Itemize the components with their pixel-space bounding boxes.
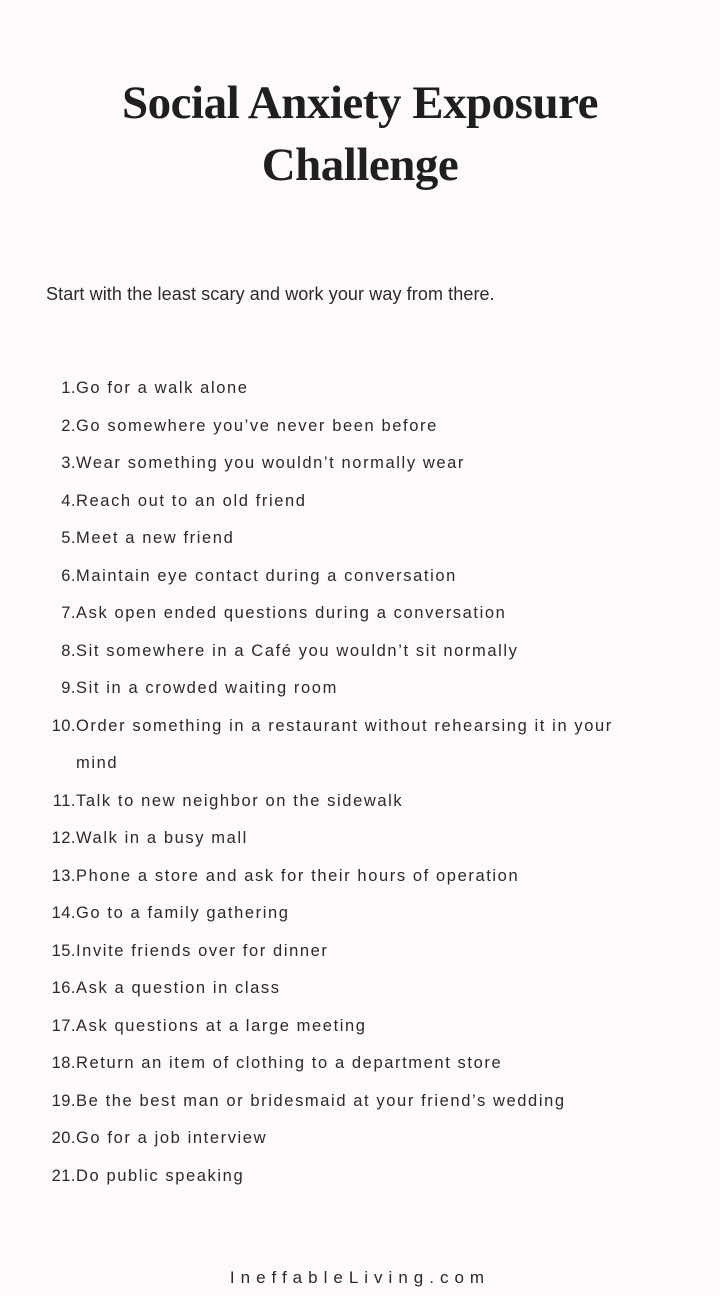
list-item: [0, 520, 720, 558]
item-number: 9.: [61, 679, 76, 697]
item-text: Be the best man or bridesmaid at your friend’s wedding: [76, 1091, 566, 1110]
item-number: 16.: [51, 979, 76, 997]
item-number: 5.: [61, 529, 76, 547]
footer-website: IneffableLiving.com: [229, 1268, 491, 1287]
item-number: 14.: [51, 904, 76, 922]
item-number: 11.: [52, 791, 76, 810]
item-number: 21.: [51, 1166, 76, 1185]
list-item: [0, 783, 720, 821]
item-text: Return an item of clothing to a department store: [76, 1054, 503, 1072]
list-item: [0, 595, 720, 633]
item-number: 7.: [61, 604, 76, 622]
item-number: 2.: [61, 416, 76, 435]
item-number: 17.: [51, 1016, 76, 1035]
list-item: [0, 445, 720, 483]
list-item: [0, 820, 720, 858]
item-number: 10.: [51, 716, 76, 735]
item-text: Go somewhere you’ve never been before: [76, 416, 438, 435]
item-text: Go for a job interview: [76, 1129, 268, 1147]
list-item: [0, 895, 720, 933]
item-text: Ask questions at a large meeting: [76, 1016, 367, 1035]
item-text: Sit somewhere in a Café you wouldn’t sit normally: [76, 641, 519, 660]
title-line-1: Social Anxiety Exposure: [122, 77, 598, 129]
item-number: 20.: [51, 1129, 76, 1147]
item-number: 3.: [61, 454, 76, 472]
item-text: Ask open ended questions during a conversation: [76, 604, 507, 622]
item-number: 6.: [61, 566, 76, 585]
list-item: [0, 558, 720, 596]
item-number: 15.: [51, 941, 76, 960]
list-item: [0, 408, 720, 446]
item-number: 19.: [51, 1091, 76, 1110]
list-item: [0, 1008, 720, 1046]
item-number: 8.: [61, 641, 76, 660]
list-item: [0, 708, 720, 783]
subtitle: Start with the least scary and work your way from there.: [46, 284, 495, 304]
list-item: [0, 858, 720, 896]
list-item: [0, 633, 720, 671]
list-item: [0, 370, 720, 408]
item-number: 4.: [61, 491, 76, 510]
item-text: Walk in a busy mall: [76, 829, 248, 847]
list-item: [0, 1158, 720, 1196]
item-text: Phone a store and ask for their hours of operation: [76, 866, 520, 885]
item-number: 12.: [51, 829, 76, 847]
item-number: 13.: [51, 866, 76, 885]
item-text: Talk to new neighbor on the sidewalk: [76, 791, 404, 810]
item-text: Wear something you wouldn’t normally wear: [76, 454, 466, 472]
item-text: Invite friends over for dinner: [76, 941, 329, 960]
list-item: [0, 483, 720, 521]
item-number: 18.: [51, 1054, 76, 1072]
title-line-2: Challenge: [261, 139, 459, 191]
item-text: Do public speaking: [76, 1166, 245, 1185]
list-item: [0, 1083, 720, 1121]
item-text: Ask a question in class: [76, 979, 281, 997]
item-text: Meet a new friend: [76, 529, 235, 547]
item-text: Order something in a restaurant without rehearsing it in your mind: [76, 716, 613, 772]
list-item: [0, 933, 720, 971]
page-title: [0, 72, 720, 196]
item-number: 1.: [61, 379, 76, 397]
list-item: [0, 1045, 720, 1083]
challenge-list: [0, 370, 720, 1195]
item-text: Reach out to an old friend: [76, 491, 307, 510]
list-item: [0, 970, 720, 1008]
item-text: Sit in a crowded waiting room: [76, 679, 338, 697]
list-item: [0, 670, 720, 708]
item-text: Maintain eye contact during a conversation: [76, 566, 457, 585]
list-item: [0, 1120, 720, 1158]
item-text: Go to a family gathering: [76, 904, 290, 922]
item-text: Go for a walk alone: [76, 379, 249, 397]
